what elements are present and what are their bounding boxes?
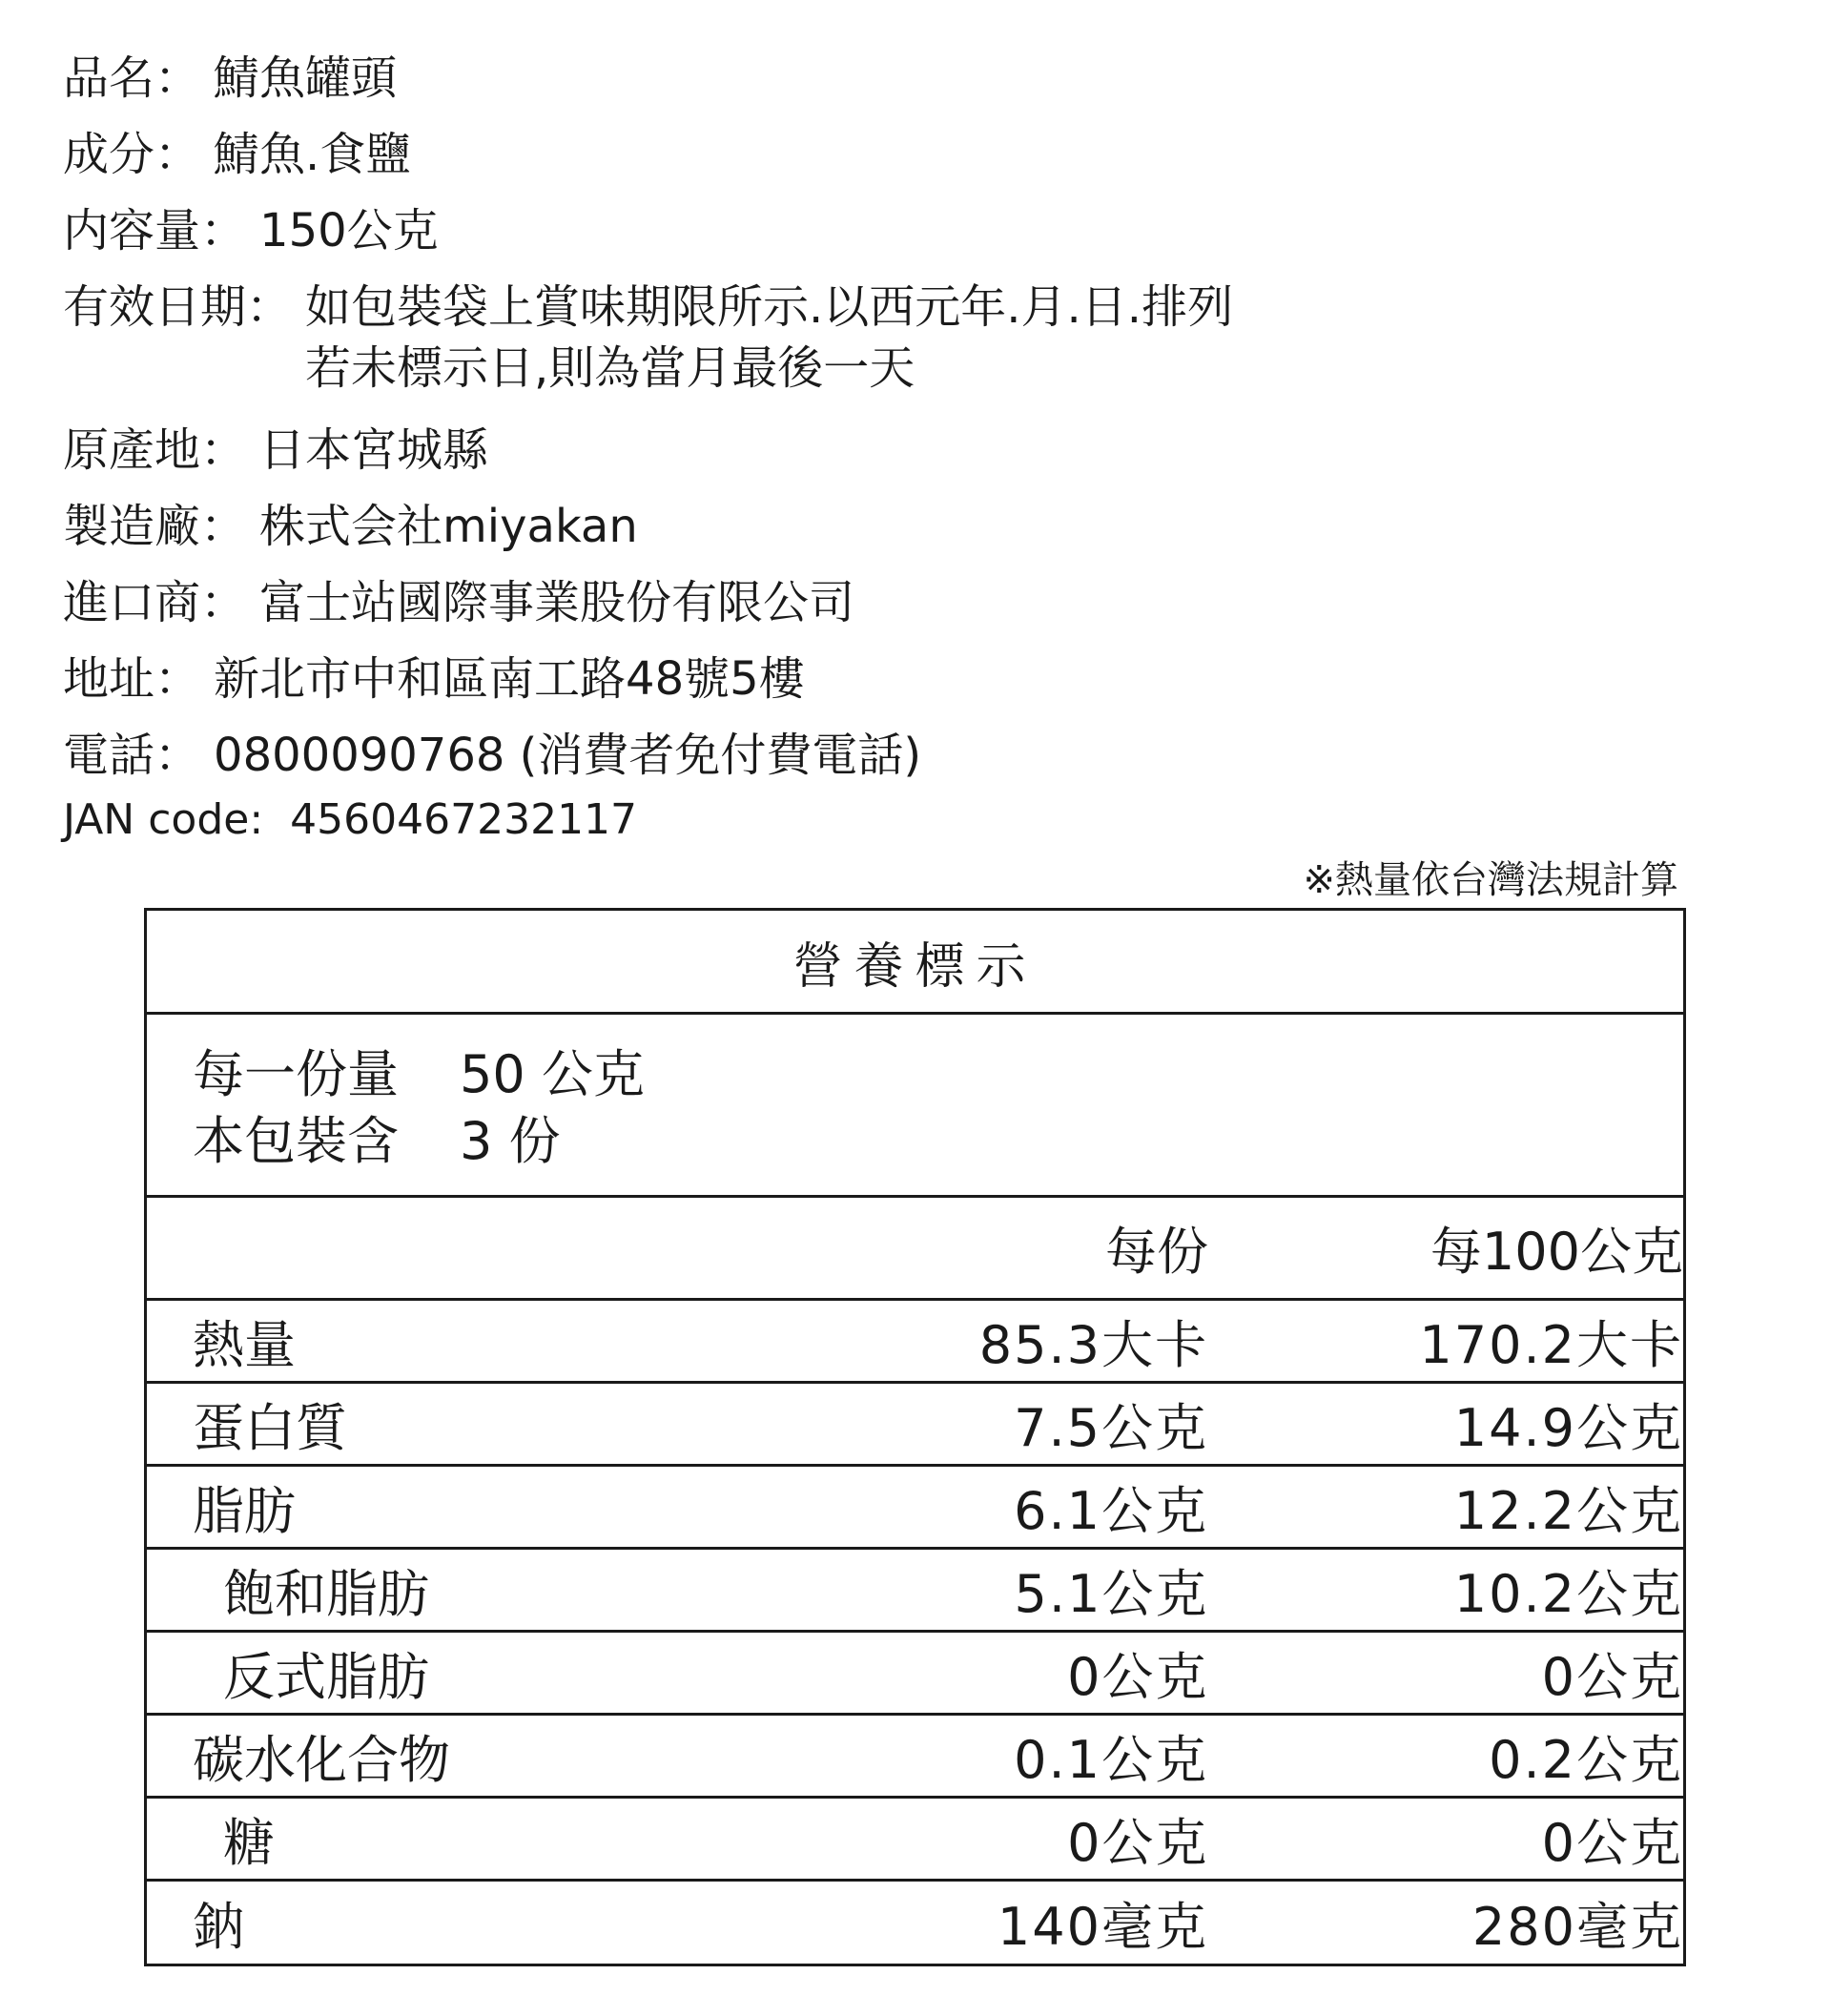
- jan-code-label: JAN code:: [63, 795, 264, 844]
- nutrient-per-serving: 140毫克: [997, 1896, 1208, 1957]
- nutrient-row-fat: [147, 1467, 1683, 1550]
- nutrient-per-100g: 10.2公克: [1453, 1563, 1684, 1624]
- nutrient-per-100g: 0公克: [1541, 1812, 1684, 1873]
- address-value: 新北市中和區南工路48號5樓: [214, 652, 805, 706]
- nutrient-per-100g: 12.2公克: [1453, 1480, 1683, 1541]
- manufacturer-label: 製造廠: [63, 500, 201, 553]
- expiry-line-1: 如包裝袋上賞味期限所示.以西元年.月.日.排列: [305, 280, 1234, 334]
- manufacturer-value: 株式会社miyakan: [259, 500, 638, 553]
- nutrient-per-serving: 0公克: [1067, 1646, 1209, 1707]
- nutrient-per-serving: 0.1公克: [1014, 1729, 1208, 1790]
- nutrition-title: 營養標示: [147, 911, 1683, 1015]
- expiry-line-2: 若未標示日,則為當月最後一天: [305, 341, 916, 395]
- product-info: [63, 48, 1741, 847]
- separator: ：: [200, 576, 247, 629]
- separator: ：: [200, 423, 247, 477]
- separator: ：: [246, 280, 293, 334]
- servings-per-package-row: [193, 1108, 1683, 1175]
- jan-code-value: 4560467232117: [290, 795, 638, 844]
- serving-size-value: 50 公克: [460, 1044, 645, 1104]
- ingredients-label: 成分: [63, 128, 155, 181]
- column-headers: [147, 1198, 1683, 1301]
- ingredients-row: [63, 124, 1741, 185]
- expiry-label: 有效日期: [63, 280, 247, 334]
- nutrient-row-sodium: [147, 1882, 1683, 1964]
- nutrient-per-serving: 5.1公克: [1014, 1563, 1209, 1624]
- serving-size-label: 每一份量: [193, 1044, 399, 1104]
- servings-per-package-label: 本包裝含: [193, 1111, 399, 1171]
- nutrient-per-serving: 0公克: [1067, 1812, 1209, 1873]
- origin-value: 日本宮城縣: [259, 423, 489, 477]
- origin-row: [63, 420, 1741, 481]
- nutrient-name: 蛋白質: [193, 1397, 347, 1458]
- manufacturer-row: [63, 496, 1741, 557]
- net-content-row: [63, 200, 1741, 261]
- nutrient-name: 反式脂肪: [223, 1646, 429, 1707]
- nutrient-name: 熱量: [193, 1314, 296, 1375]
- nutrient-row-carbohydrate: [147, 1716, 1683, 1799]
- ingredients-value: 鯖魚.食鹽: [214, 128, 412, 181]
- nutrient-row-protein: [147, 1384, 1683, 1467]
- expiry-row: [63, 277, 1741, 399]
- nutrient-name: 飽和脂肪: [223, 1563, 429, 1624]
- nutrient-name: 糖: [223, 1812, 275, 1873]
- servings-per-package-value: 3 份: [460, 1111, 561, 1171]
- expiry-value: [305, 277, 1233, 399]
- serving-info: [147, 1015, 1683, 1198]
- product-name-value: 鯖魚罐頭: [214, 51, 398, 105]
- separator: ：: [200, 204, 247, 257]
- nutrition-facts-table: [144, 908, 1686, 1966]
- net-content-value: 150公克: [259, 204, 439, 257]
- nutrient-per-serving: 7.5公克: [1014, 1397, 1208, 1458]
- nutrient-name: 脂肪: [193, 1480, 296, 1541]
- nutrient-row-calories: [147, 1301, 1683, 1384]
- importer-row: [63, 572, 1741, 633]
- separator: ：: [154, 51, 201, 105]
- nutrient-per-serving: 85.3大卡: [978, 1314, 1208, 1375]
- phone-label: 電話: [63, 729, 155, 782]
- calorie-note: ※熱量依台灣法規計算: [1303, 858, 1678, 902]
- jan-code-row: [63, 793, 1741, 847]
- product-name-row: [63, 48, 1741, 109]
- nutrient-per-serving: 6.1公克: [1014, 1480, 1208, 1541]
- importer-value: 富士站國際事業股份有限公司: [259, 576, 855, 629]
- product-name-label: 品名: [63, 51, 155, 105]
- nutrient-per-100g: 170.2大卡: [1419, 1314, 1683, 1375]
- nutrient-per-100g: 0.2公克: [1489, 1729, 1683, 1790]
- net-content-label: 内容量: [63, 204, 201, 257]
- nutrient-row-trans-fat: [147, 1633, 1683, 1716]
- separator: ：: [200, 500, 247, 553]
- separator: ：: [154, 729, 201, 782]
- address-row: [63, 648, 1741, 710]
- nutrient-per-100g: 14.9公克: [1453, 1397, 1683, 1458]
- address-label: 地址: [63, 652, 155, 706]
- origin-label: 原產地: [63, 423, 201, 477]
- nutrient-per-100g: 280毫克: [1471, 1896, 1683, 1957]
- phone-value: 0800090768 (消費者免付費電話): [214, 729, 922, 782]
- phone-row: [63, 725, 1741, 786]
- nutrient-row-sugar: [147, 1799, 1683, 1882]
- nutrient-name: 碳水化合物: [193, 1729, 450, 1790]
- separator: ：: [154, 652, 201, 706]
- nutrient-name: 鈉: [193, 1896, 244, 1957]
- nutrient-row-saturated-fat: [147, 1550, 1683, 1633]
- importer-label: 進口商: [63, 576, 201, 629]
- serving-size-row: [193, 1041, 1683, 1108]
- separator: ：: [154, 128, 201, 181]
- column-header-per-100g: 每100公克: [1430, 1222, 1683, 1282]
- column-header-per-serving: 每份: [1104, 1222, 1208, 1282]
- nutrient-per-100g: 0公克: [1541, 1646, 1684, 1707]
